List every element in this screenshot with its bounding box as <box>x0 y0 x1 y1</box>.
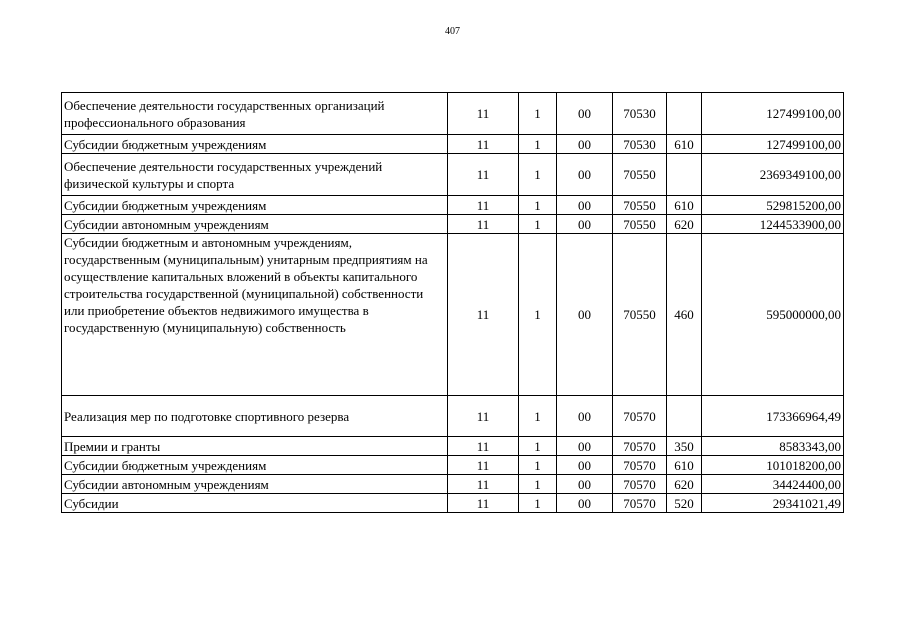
table-row <box>62 154 844 196</box>
row-section: 11 <box>448 475 519 494</box>
row-target-code: 70550 <box>613 215 667 234</box>
row-amount: 8583343,00 <box>702 437 844 456</box>
row-section: 11 <box>448 154 519 196</box>
row-target-code: 70550 <box>613 196 667 215</box>
table-row <box>62 234 844 396</box>
row-subsection: 1 <box>519 437 557 456</box>
row-expense-type: 610 <box>667 456 702 475</box>
row-amount: 34424400,00 <box>702 475 844 494</box>
table-row <box>62 196 844 215</box>
budget-table <box>61 92 844 513</box>
row-name: Субсидии <box>62 494 448 513</box>
row-expense-type <box>667 93 702 135</box>
row-target-code: 70570 <box>613 494 667 513</box>
table-row <box>62 494 844 513</box>
row-amount: 127499100,00 <box>702 135 844 154</box>
row-amount: 2369349100,00 <box>702 154 844 196</box>
table-row <box>62 396 844 437</box>
table-row <box>62 456 844 475</box>
row-section: 11 <box>448 196 519 215</box>
row-section: 11 <box>448 135 519 154</box>
row-amount: 29341021,49 <box>702 494 844 513</box>
row-target-code: 70550 <box>613 234 667 396</box>
row-program: 00 <box>557 196 613 215</box>
row-program: 00 <box>557 135 613 154</box>
row-name: Субсидии бюджетным учреждениям <box>62 456 448 475</box>
table-row <box>62 135 844 154</box>
row-program: 00 <box>557 93 613 135</box>
row-program: 00 <box>557 396 613 437</box>
table-row <box>62 475 844 494</box>
row-amount: 595000000,00 <box>702 234 844 396</box>
row-program: 00 <box>557 215 613 234</box>
row-subsection: 1 <box>519 396 557 437</box>
table-row <box>62 437 844 456</box>
row-section: 11 <box>448 437 519 456</box>
row-name: Реализация мер по подготовке спортивного резерва <box>62 396 448 437</box>
row-expense-type: 350 <box>667 437 702 456</box>
row-subsection: 1 <box>519 196 557 215</box>
row-expense-type <box>667 396 702 437</box>
row-expense-type: 610 <box>667 135 702 154</box>
row-name: Субсидии бюджетным учреждениям <box>62 196 448 215</box>
row-amount: 101018200,00 <box>702 456 844 475</box>
row-target-code: 70570 <box>613 475 667 494</box>
row-subsection: 1 <box>519 456 557 475</box>
row-name: Субсидии автономным учреждениям <box>62 215 448 234</box>
row-amount: 1244533900,00 <box>702 215 844 234</box>
row-subsection: 1 <box>519 234 557 396</box>
row-name: Субсидии бюджетным учреждениям <box>62 135 448 154</box>
row-name: Субсидии бюджетным и автономным учреждениям, государственным (муниципальным) унитарным предприятиям на осуществление капитальных вложений в объекты капитального строительства государственной (муниципальной) собственности или приобретение объектов недвижимого имущества в государственную (муниципальную) собственность <box>62 234 448 396</box>
row-expense-type <box>667 154 702 196</box>
row-expense-type: 620 <box>667 475 702 494</box>
row-section: 11 <box>448 494 519 513</box>
row-subsection: 1 <box>519 135 557 154</box>
row-target-code: 70570 <box>613 456 667 475</box>
row-target-code: 70550 <box>613 154 667 196</box>
row-expense-type: 620 <box>667 215 702 234</box>
row-target-code: 70570 <box>613 396 667 437</box>
row-name: Обеспечение деятельности государственных организаций профессионального образования <box>62 93 448 135</box>
table-row <box>62 215 844 234</box>
row-name: Обеспечение деятельности государственных учреждений физической культуры и спорта <box>62 154 448 196</box>
row-subsection: 1 <box>519 93 557 135</box>
row-subsection: 1 <box>519 215 557 234</box>
row-target-code: 70530 <box>613 93 667 135</box>
row-program: 00 <box>557 494 613 513</box>
row-section: 11 <box>448 396 519 437</box>
row-expense-type: 610 <box>667 196 702 215</box>
budget-table-body <box>62 93 844 513</box>
row-name: Премии и гранты <box>62 437 448 456</box>
row-name: Субсидии автономным учреждениям <box>62 475 448 494</box>
row-section: 11 <box>448 234 519 396</box>
row-section: 11 <box>448 215 519 234</box>
row-program: 00 <box>557 437 613 456</box>
row-program: 00 <box>557 475 613 494</box>
row-program: 00 <box>557 154 613 196</box>
row-subsection: 1 <box>519 494 557 513</box>
row-section: 11 <box>448 93 519 135</box>
row-program: 00 <box>557 234 613 396</box>
row-amount: 529815200,00 <box>702 196 844 215</box>
row-program: 00 <box>557 456 613 475</box>
row-target-code: 70570 <box>613 437 667 456</box>
row-section: 11 <box>448 456 519 475</box>
row-expense-type: 460 <box>667 234 702 396</box>
page-number: 407 <box>445 26 460 37</box>
row-target-code: 70530 <box>613 135 667 154</box>
row-amount: 173366964,49 <box>702 396 844 437</box>
row-subsection: 1 <box>519 475 557 494</box>
table-row <box>62 93 844 135</box>
row-amount: 127499100,00 <box>702 93 844 135</box>
row-subsection: 1 <box>519 154 557 196</box>
row-expense-type: 520 <box>667 494 702 513</box>
